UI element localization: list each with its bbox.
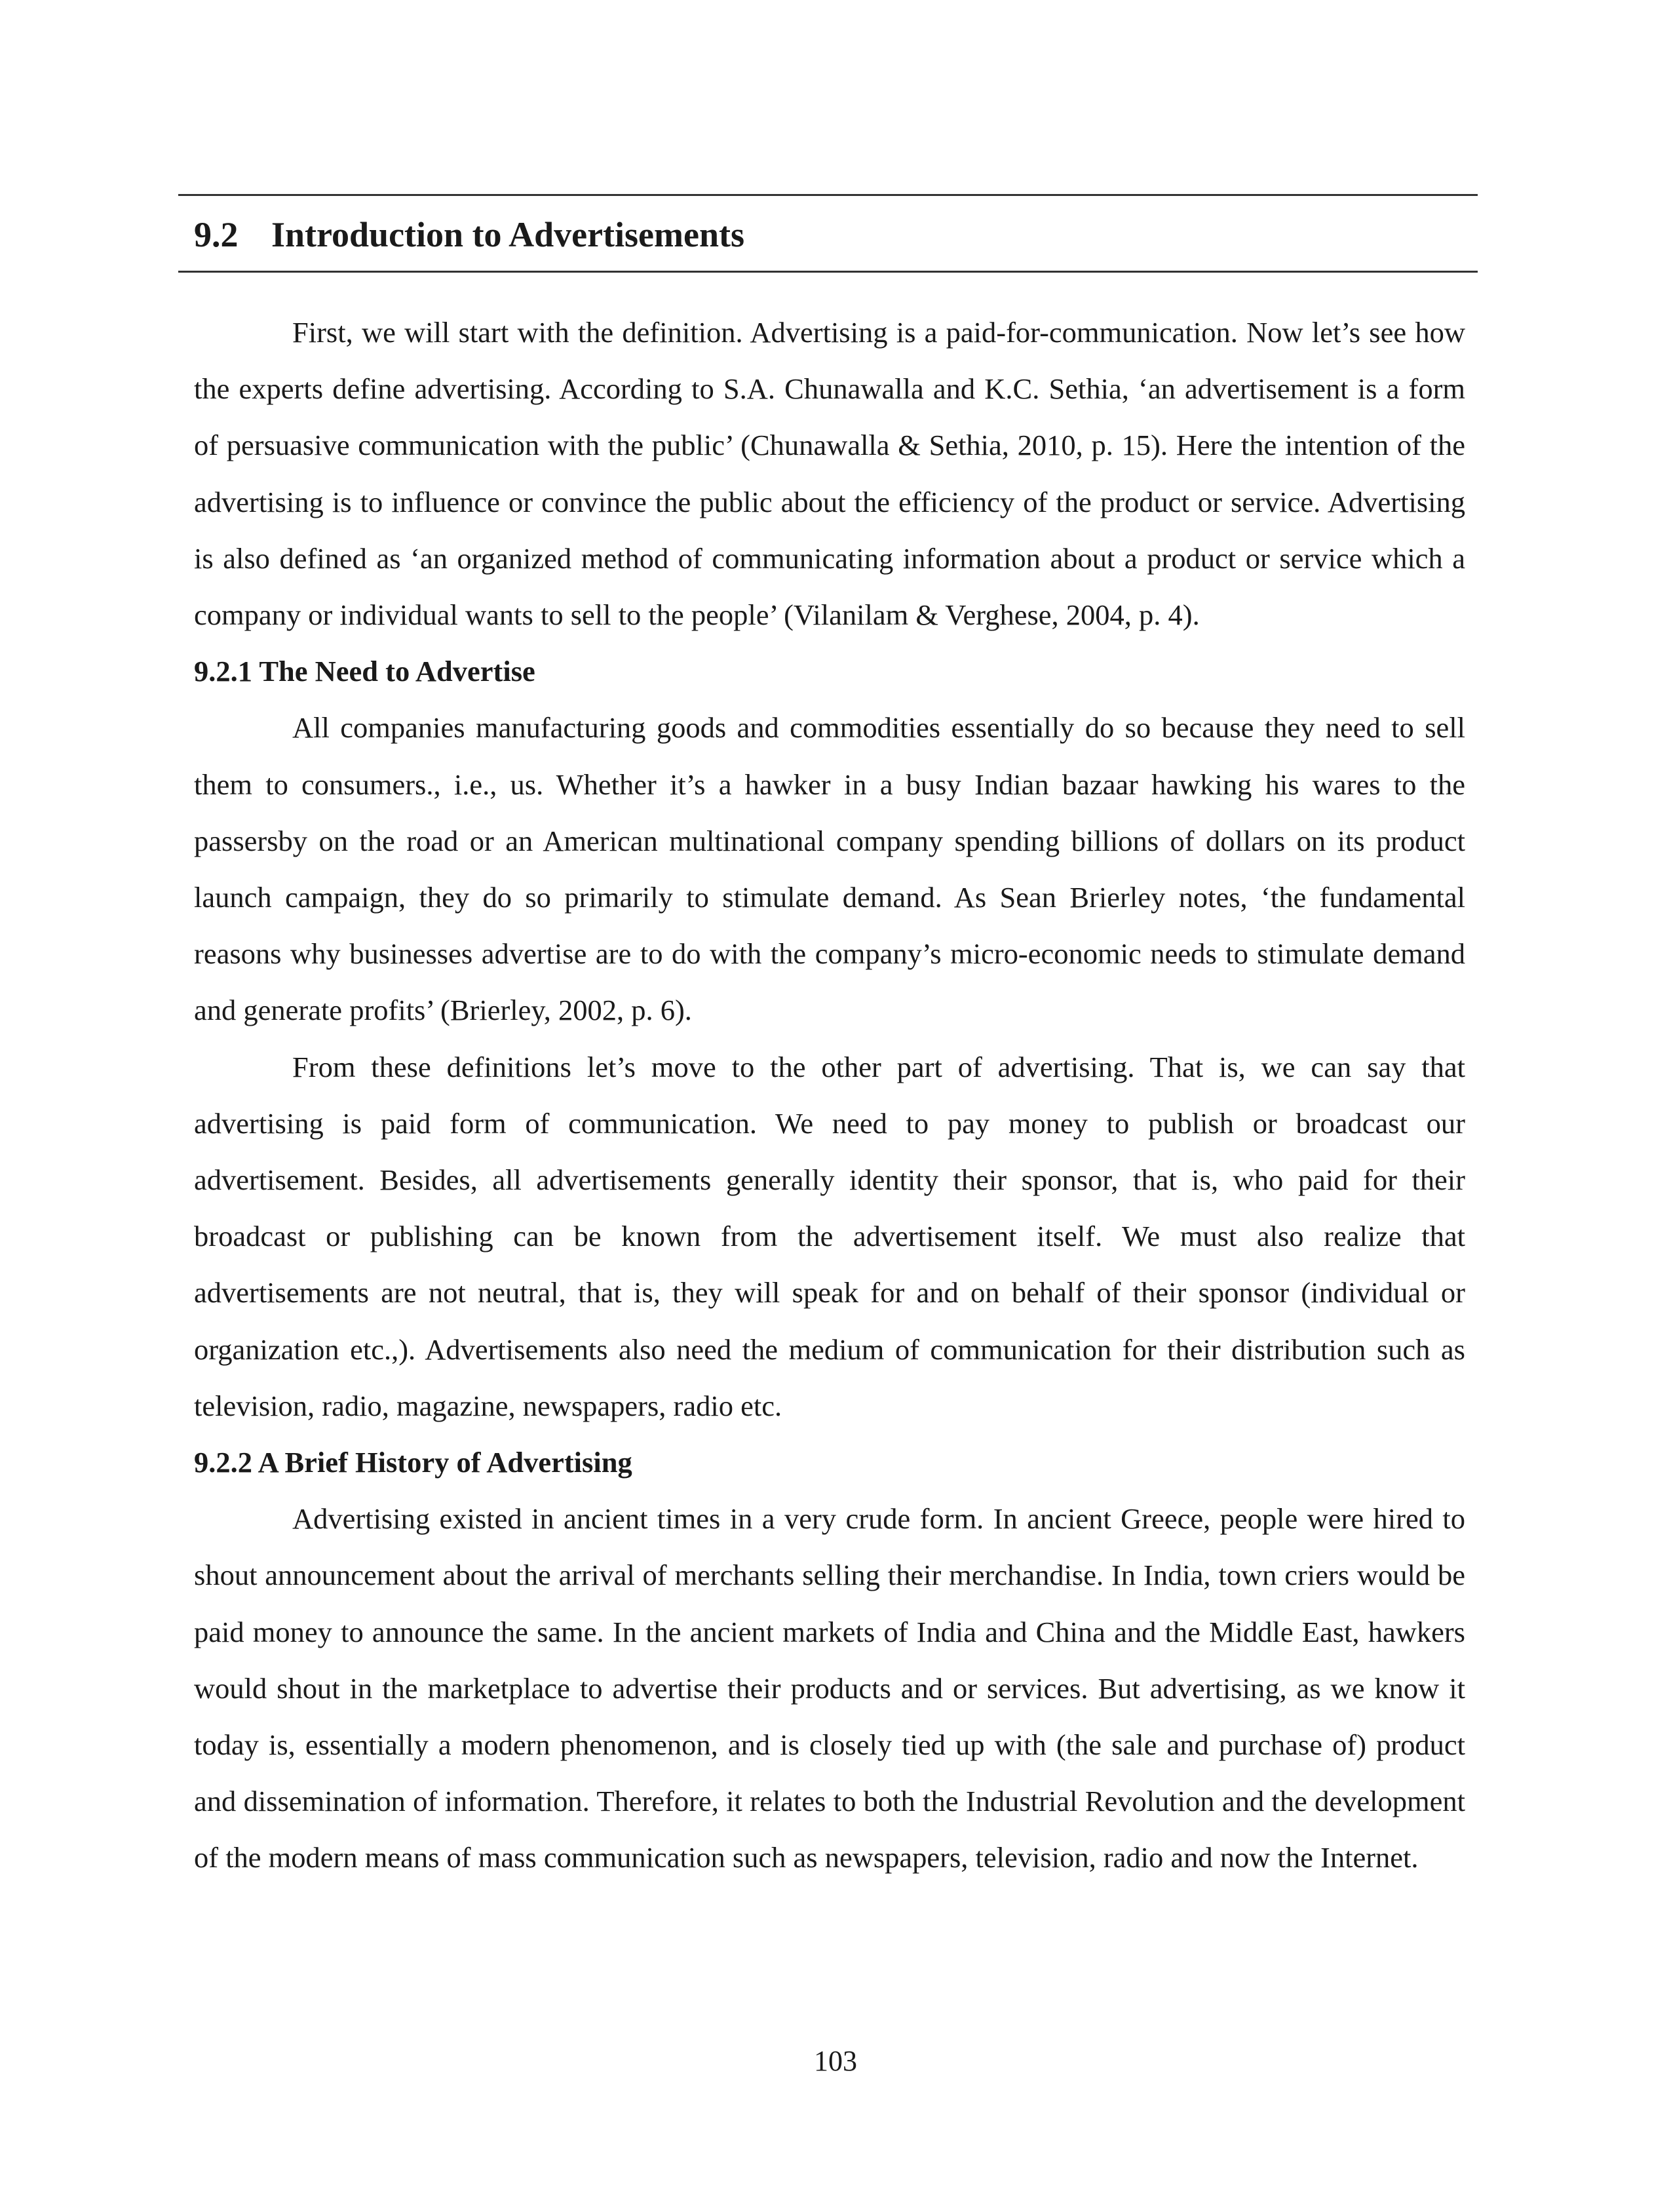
need-paragraph-1: All companies manufacturing goods and commodities essentially do so because they need to sell them to consumers., i.e., us. Whether it’s a hawker in a busy Indian bazaar hawking his wares to the passersby on the road or an American multinational company spending billions of dollars on its product launch campaign, they do so primarily to stimulate demand. As Sean Brierley notes, ‘the fundamental reasons why businesses advertise are to do with the company’s micro-economic needs to stimulate demand and generate profits’ (Brierley, 2002, p. 6). <box>194 711 1465 1027</box>
subsection-heading-history: 9.2.2 A Brief History of Advertising <box>194 1446 632 1479</box>
section-title: Introduction to Advertisements <box>271 215 744 254</box>
history-paragraph: Advertising existed in ancient times in a very crude form. In ancient Greece, people were hired to shout announcement about the arrival of merchants selling their merchandise. In India, town criers would be paid money to announce the same. In the ancient markets of India and China and the Middle East, hawkers would shout in the marketplace to advertise their products and or services. But advertising, as we know it today is, essentially a modern phenomenon, and is closely tied up with (the sale and purchase of) product and dissemination of information. Therefore, it relates to both the Industrial Revolution and the development of the modern means of mass communication such as newspapers, television, radio and now the Internet. <box>194 1502 1465 1874</box>
section-heading <box>194 212 744 258</box>
need-paragraph-2: From these definitions let’s move to the other part of advertising. That is, we can say that advertising is paid form of communication. We need to pay money to publish or broadcast our advertisement. Besides, all advertisements generally identity their sponsor, that is, who paid for their broadcast or publishing can be known from the advertisement itself. We must also realize that advertisements are not neutral, that is, they will speak for and on behalf of their sponsor (individual or organization etc.,). Advertisements also need the medium of communication for their distribution such as television, radio, magazine, newspapers, radio etc. <box>194 1050 1465 1422</box>
intro-paragraph: First, we will start with the definition. Advertising is a paid-for-communication. Now let’s see how the experts define advertising. According to S.A. Chunawalla and K.C. Sethia, ‘an advertisement is a form of persuasive communication with the public’ (Chunawalla & Sethia, 2010, p. 15). Here the intention of the advertising is to influence or convince the public about the efficiency of the product or service. Advertising is also defined as ‘an organized method of communicating information about a product or service which a company or individual wants to sell to the people’ (Vilanilam & Verghese, 2004, p. 4). <box>194 316 1465 632</box>
section-number: 9.2 <box>194 215 239 254</box>
heading-bottom-rule <box>178 271 1478 273</box>
page-number: 103 <box>814 2045 857 2077</box>
heading-top-rule <box>178 194 1478 196</box>
subsection-heading-need: 9.2.1 The Need to Advertise <box>194 655 535 688</box>
body-text <box>194 304 1465 1886</box>
